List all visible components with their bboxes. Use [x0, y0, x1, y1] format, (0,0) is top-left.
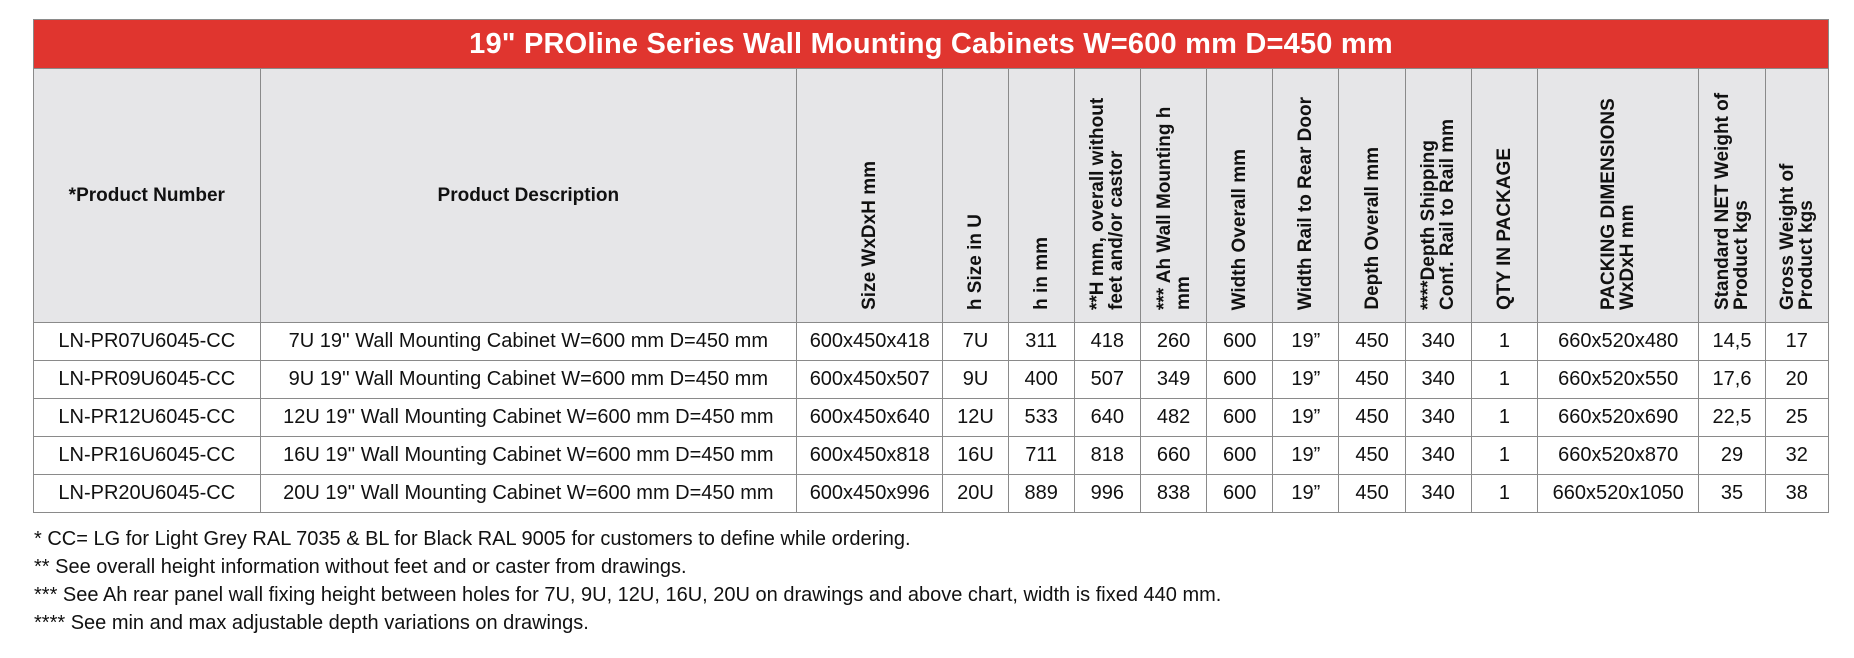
cell-net-weight: 14,5 — [1699, 323, 1765, 361]
column-header-width-overall — [1207, 69, 1273, 323]
cell-description: 20U 19'' Wall Mounting Cabinet W=600 mm D=450 mm — [260, 475, 796, 513]
cell-depth-overall: 450 — [1339, 437, 1405, 475]
cell-product-number: LN-PR09U6045-CC — [34, 361, 261, 399]
column-header-label: h Size in U — [965, 213, 987, 310]
cell-qty: 1 — [1471, 323, 1537, 361]
column-header-label: Depth Overall mm — [1361, 147, 1383, 310]
column-header-ah-wall-mounting — [1140, 69, 1206, 323]
column-header-label: Size WxDxH mm — [859, 161, 881, 310]
footnote-overall-height: ** See overall height information without feet and or caster from drawings. — [34, 556, 687, 578]
footnote-depth-variations: **** See min and max adjustable depth variations on drawings. — [34, 612, 589, 634]
cell-depth-shipping: 340 — [1405, 437, 1471, 475]
cell-packing-dimensions: 660x520x1050 — [1537, 475, 1698, 513]
cell-width-rail-rear-door: 19” — [1273, 361, 1339, 399]
cell-ah-wall-mounting: 260 — [1140, 323, 1206, 361]
footnotes — [33, 525, 1829, 637]
cell-qty: 1 — [1471, 399, 1537, 437]
cell-overall-height: 640 — [1074, 399, 1140, 437]
cell-qty: 1 — [1471, 437, 1537, 475]
cell-width-overall: 600 — [1207, 361, 1273, 399]
cell-width-rail-rear-door: 19” — [1273, 475, 1339, 513]
spec-sheet — [33, 19, 1829, 637]
cell-width-rail-rear-door: 19” — [1273, 323, 1339, 361]
cell-net-weight: 29 — [1699, 437, 1765, 475]
cell-width-rail-rear-door: 19” — [1273, 399, 1339, 437]
column-header-depth-shipping — [1405, 69, 1471, 323]
table-body — [34, 323, 1829, 513]
column-header-label: **H mm, overall without feet and/or castor — [1087, 97, 1128, 310]
cell-net-weight: 22,5 — [1699, 399, 1765, 437]
cell-h-size-u: 20U — [943, 475, 1008, 513]
cell-gross-weight: 25 — [1765, 399, 1828, 437]
header-row — [34, 69, 1829, 323]
cell-product-number: LN-PR12U6045-CC — [34, 399, 261, 437]
cell-h-size-u: 12U — [943, 399, 1008, 437]
column-header-overall-height — [1074, 69, 1140, 323]
cell-width-overall: 600 — [1207, 475, 1273, 513]
cell-gross-weight: 20 — [1765, 361, 1828, 399]
cell-product-number: LN-PR07U6045-CC — [34, 323, 261, 361]
column-header-label: Width Overall mm — [1229, 148, 1251, 310]
cell-description: 9U 19'' Wall Mounting Cabinet W=600 mm D=450 mm — [260, 361, 796, 399]
cell-width-overall: 600 — [1207, 323, 1273, 361]
table-row — [34, 475, 1829, 513]
column-header-label: Standard NET Weight of Product kgs — [1711, 92, 1752, 310]
column-header-label: Gross Weight of Product kgs — [1776, 163, 1817, 310]
cell-depth-overall: 450 — [1339, 399, 1405, 437]
column-header-label: PACKING DIMENSIONS WxDxH mm — [1598, 98, 1639, 310]
table-row — [34, 437, 1829, 475]
footnote-wall-fixing: *** See Ah rear panel wall fixing height between holes for 7U, 9U, 12U, 16U, 20U on drawings and above chart, width is fixed 440 mm. — [34, 584, 1222, 606]
column-header-net-weight — [1699, 69, 1765, 323]
table-row — [34, 399, 1829, 437]
column-header-size — [797, 69, 943, 323]
cell-ah-wall-mounting: 838 — [1140, 475, 1206, 513]
cell-size: 600x450x507 — [797, 361, 943, 399]
footnote-color-code: * CC= LG for Light Grey RAL 7035 & BL for Black RAL 9005 for customers to define while ordering. — [34, 528, 911, 550]
column-header-label: ****Depth Shipping Conf. Rail to Rail mm — [1418, 118, 1459, 310]
cell-gross-weight: 17 — [1765, 323, 1828, 361]
column-header-product-description: Product Description — [260, 69, 796, 323]
cell-h-mm: 400 — [1008, 361, 1074, 399]
cell-ah-wall-mounting: 660 — [1140, 437, 1206, 475]
cell-qty: 1 — [1471, 361, 1537, 399]
column-header-qty-in-package — [1471, 69, 1537, 323]
cell-product-number: LN-PR16U6045-CC — [34, 437, 261, 475]
cell-h-mm: 533 — [1008, 399, 1074, 437]
cell-width-overall: 600 — [1207, 399, 1273, 437]
cell-product-number: LN-PR20U6045-CC — [34, 475, 261, 513]
cell-description: 12U 19'' Wall Mounting Cabinet W=600 mm D=450 mm — [260, 399, 796, 437]
cell-gross-weight: 38 — [1765, 475, 1828, 513]
cell-depth-shipping: 340 — [1405, 323, 1471, 361]
cell-packing-dimensions: 660x520x480 — [1537, 323, 1698, 361]
cell-packing-dimensions: 660x520x690 — [1537, 399, 1698, 437]
table-row — [34, 361, 1829, 399]
cell-depth-shipping: 340 — [1405, 361, 1471, 399]
cell-depth-shipping: 340 — [1405, 475, 1471, 513]
cell-qty: 1 — [1471, 475, 1537, 513]
product-table — [33, 19, 1829, 513]
cell-ah-wall-mounting: 349 — [1140, 361, 1206, 399]
column-header-depth-overall — [1339, 69, 1405, 323]
cell-net-weight: 35 — [1699, 475, 1765, 513]
cell-width-overall: 600 — [1207, 437, 1273, 475]
cell-h-mm: 711 — [1008, 437, 1074, 475]
cell-depth-shipping: 340 — [1405, 399, 1471, 437]
column-header-label: h in mm — [1030, 237, 1052, 310]
cell-overall-height: 418 — [1074, 323, 1140, 361]
cell-overall-height: 818 — [1074, 437, 1140, 475]
cell-size: 600x450x418 — [797, 323, 943, 361]
cell-depth-overall: 450 — [1339, 361, 1405, 399]
cell-gross-weight: 32 — [1765, 437, 1828, 475]
cell-overall-height: 996 — [1074, 475, 1140, 513]
cell-h-size-u: 16U — [943, 437, 1008, 475]
column-header-product-number: *Product Number — [34, 69, 261, 323]
cell-size: 600x450x818 — [797, 437, 943, 475]
column-header-label: Width Rail to Rear Door — [1295, 96, 1317, 310]
cell-ah-wall-mounting: 482 — [1140, 399, 1206, 437]
cell-description: 7U 19'' Wall Mounting Cabinet W=600 mm D=450 mm — [260, 323, 796, 361]
table-row — [34, 323, 1829, 361]
cell-h-size-u: 9U — [943, 361, 1008, 399]
table-title: 19" PROline Series Wall Mounting Cabinets W=600 mm D=450 mm — [34, 20, 1829, 69]
cell-size: 600x450x996 — [797, 475, 943, 513]
cell-packing-dimensions: 660x520x550 — [1537, 361, 1698, 399]
column-header-label: QTY IN PACKAGE — [1493, 148, 1515, 310]
column-header-label: *** Ah Wall Mounting h mm — [1153, 106, 1194, 310]
cell-description: 16U 19'' Wall Mounting Cabinet W=600 mm D=450 mm — [260, 437, 796, 475]
cell-net-weight: 17,6 — [1699, 361, 1765, 399]
cell-depth-overall: 450 — [1339, 323, 1405, 361]
cell-depth-overall: 450 — [1339, 475, 1405, 513]
column-header-gross-weight — [1765, 69, 1828, 323]
cell-width-rail-rear-door: 19” — [1273, 437, 1339, 475]
column-header-h-size-u — [943, 69, 1008, 323]
cell-overall-height: 507 — [1074, 361, 1140, 399]
cell-packing-dimensions: 660x520x870 — [1537, 437, 1698, 475]
cell-h-mm: 889 — [1008, 475, 1074, 513]
column-header-packing-dimensions — [1537, 69, 1698, 323]
column-header-width-rail-rear-door — [1273, 69, 1339, 323]
cell-size: 600x450x640 — [797, 399, 943, 437]
column-header-h-mm — [1008, 69, 1074, 323]
cell-h-size-u: 7U — [943, 323, 1008, 361]
cell-h-mm: 311 — [1008, 323, 1074, 361]
